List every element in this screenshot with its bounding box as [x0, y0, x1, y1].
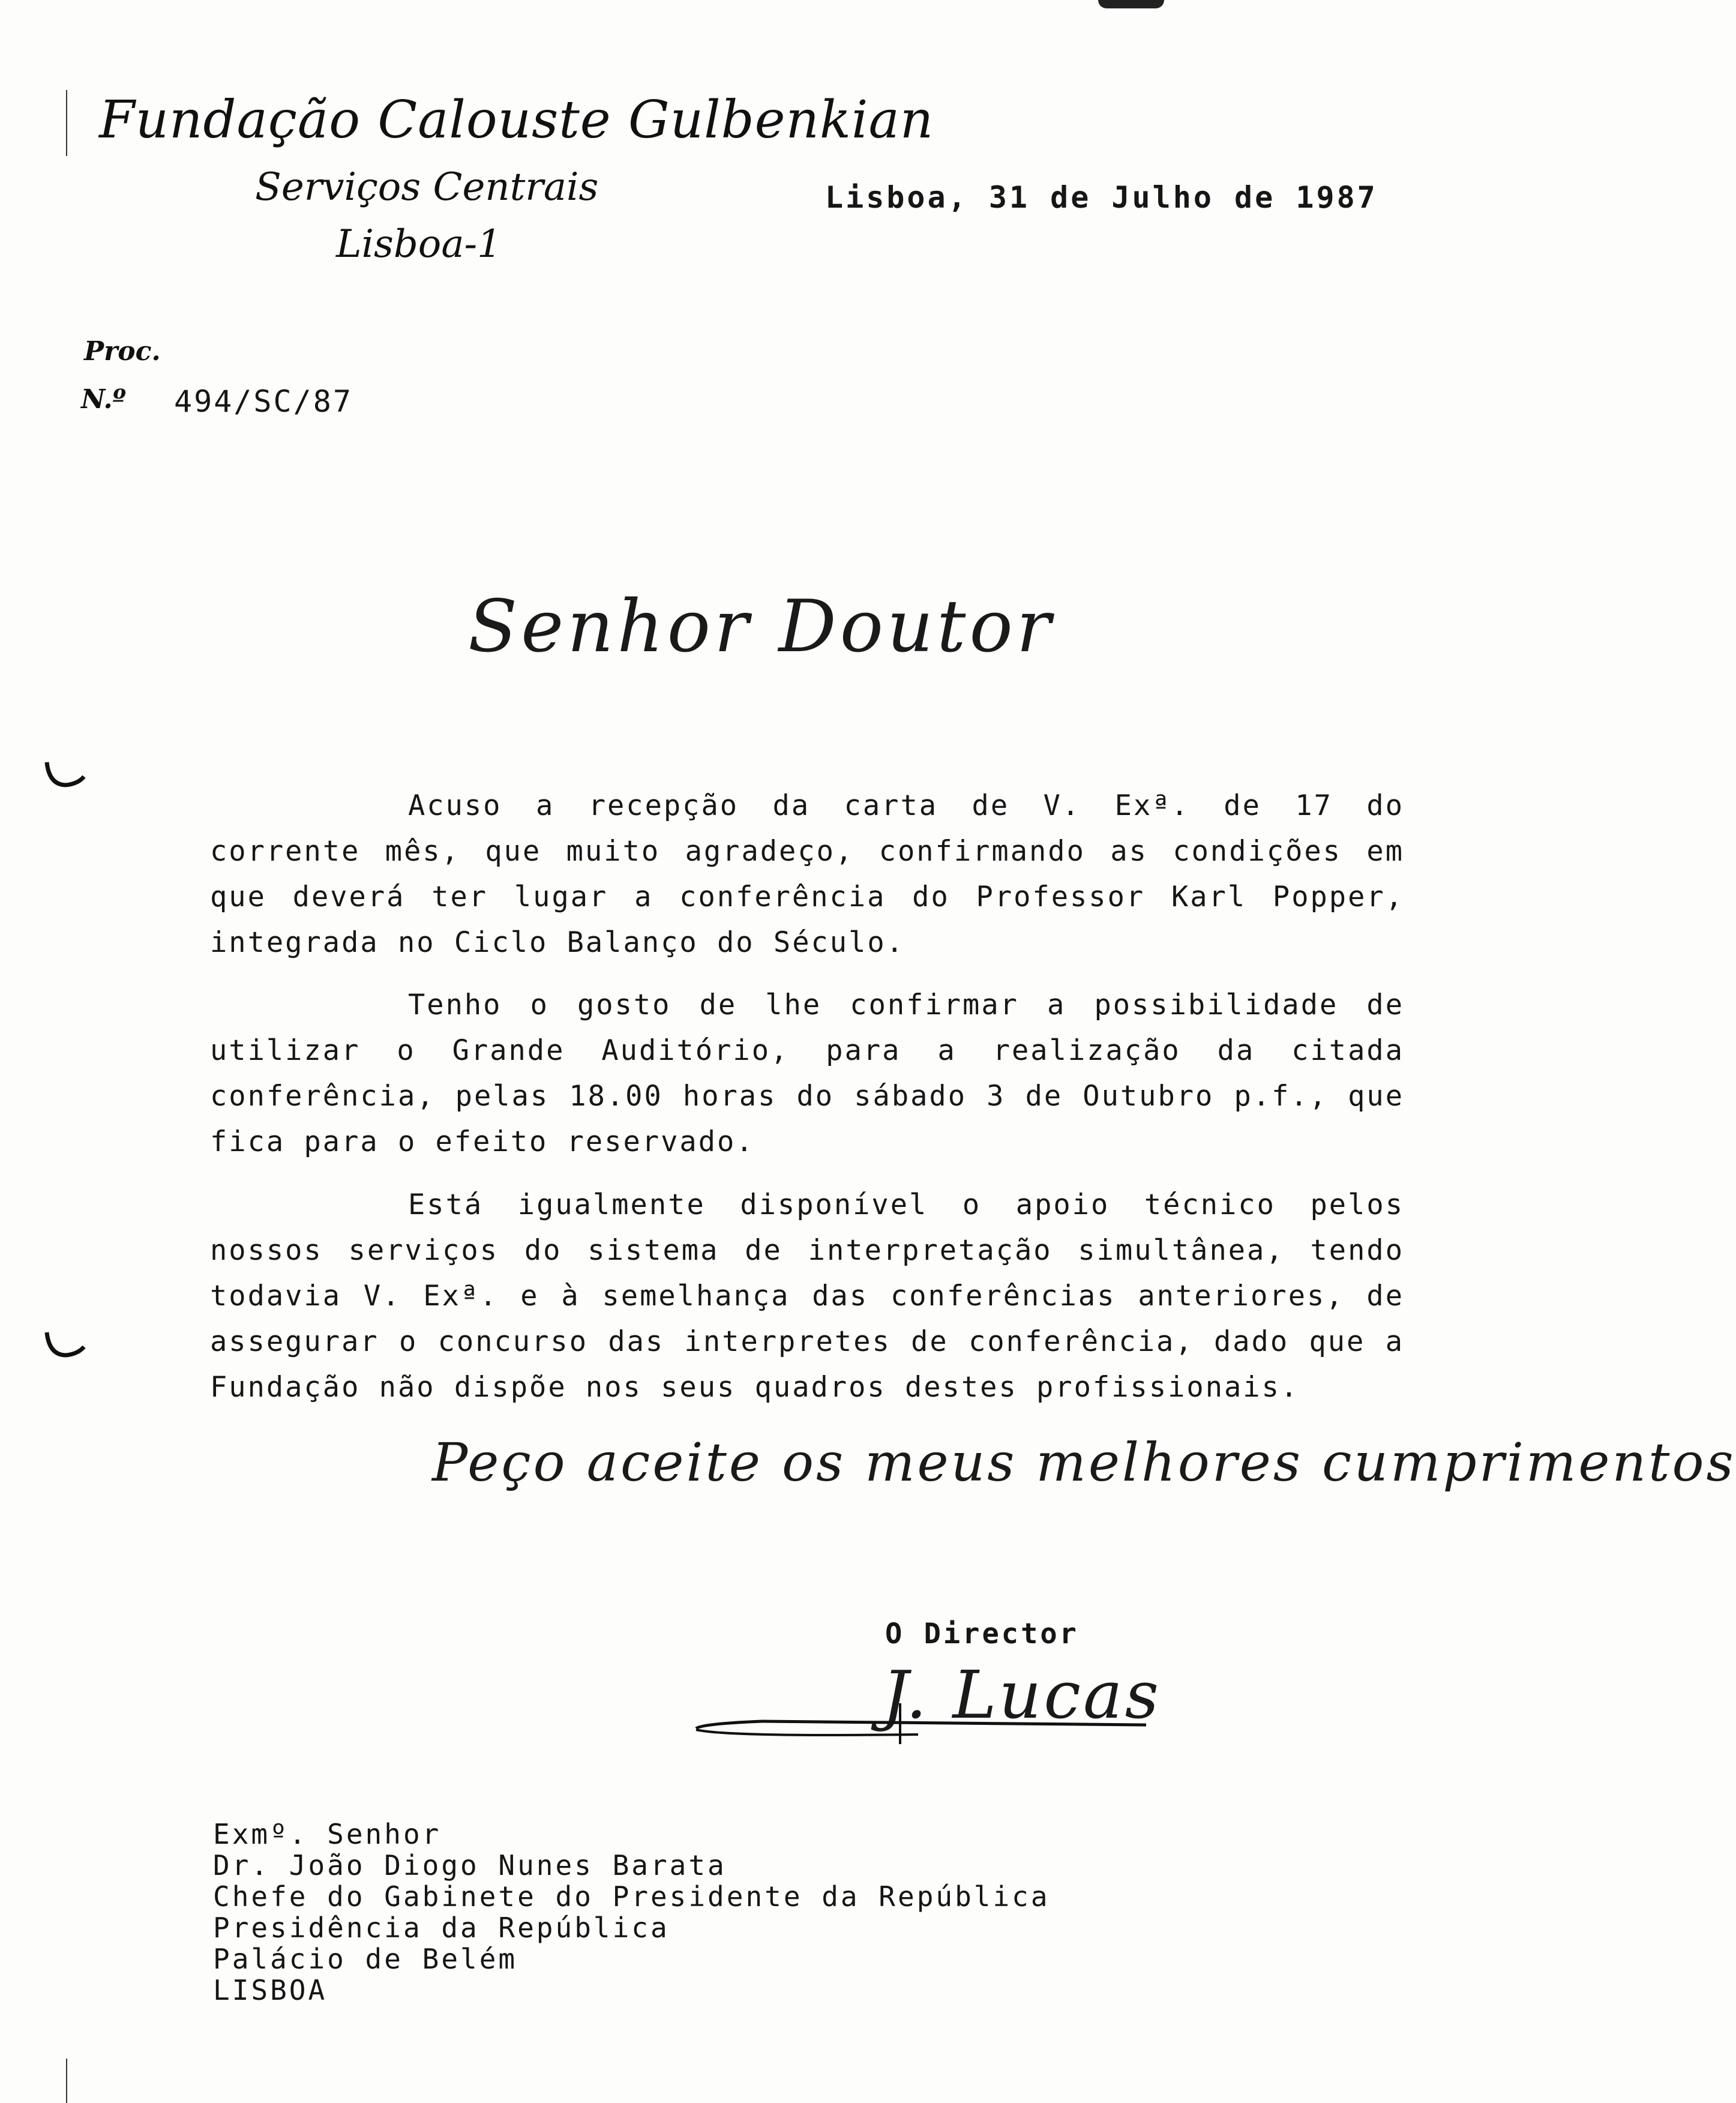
- letterhead-org: Fundação Calouste Gulbenkian: [99, 90, 934, 150]
- paragraph-3: [210, 1182, 1423, 1410]
- reference-label-proc: Proc.: [84, 336, 161, 367]
- punch-hole-mark: [42, 750, 90, 792]
- paragraph-3-text: Está igualmente disponível o apoio técnico pelos nossos serviços do sistema de interpretação simultânea, tendo todavia V. Exª. e à semelhança das conferências anteriores, de assegurar o concurso das interpretes de conferência, dado que a Fundação não dispõe nos seus quadros destes profissionais.: [210, 1188, 1423, 1404]
- letterhead-dept: Serviços Centrais: [255, 165, 599, 209]
- closing: Peço aceite os meus melhores cumprimentos: [432, 1431, 1736, 1493]
- letterhead-city: Lisboa-1: [336, 222, 502, 266]
- addressee-line: Presidência da República: [213, 1912, 670, 1944]
- paragraph-1-text: Acuso a recepção da carta de V. Exª. de 17 do corrente mês, que muito agradeço, confirmando as condições em que deverá ter lugar a conferência do Professor Karl Popper, integrada no Ciclo Balanço do Século.: [210, 789, 1423, 959]
- addressee-line: Dr. João Diogo Nunes Barata: [213, 1849, 727, 1882]
- addressee-line: Chefe do Gabinete do Presidente da República: [213, 1880, 1050, 1913]
- scan-margin-line: [66, 2059, 67, 2103]
- letter-date: Lisboa, 31 de Julho de 1987: [825, 180, 1378, 215]
- addressee-line: LISBOA: [213, 1974, 328, 2006]
- signature-underline: [690, 1698, 1152, 1746]
- signature-handwritten: J. Lucas: [882, 1656, 1162, 1733]
- paragraph-1: [210, 783, 1423, 966]
- signature-title: O Director: [885, 1617, 1079, 1650]
- paragraph-2: [210, 982, 1423, 1165]
- addressee-line: Exmº. Senhor: [213, 1818, 442, 1850]
- scan-smudge: [1098, 0, 1164, 8]
- reference-number: 494/SC/87: [174, 384, 353, 419]
- scan-margin-line: [66, 90, 67, 156]
- addressee-line: Palácio de Belém: [213, 1943, 518, 1975]
- punch-hole-mark: [42, 1320, 90, 1362]
- paragraph-2-text: Tenho o gosto de lhe confirmar a possibilidade de utilizar o Grande Auditório, para a realização da citada conferência, pelas 18.00 horas do sábado 3 de Outubro p.f., que fica para o efeito reservado.: [210, 988, 1423, 1158]
- reference-label-no: N.º: [81, 384, 126, 415]
- salutation: Senhor Doutor: [468, 585, 1055, 669]
- addressee-block: [213, 1819, 1050, 2006]
